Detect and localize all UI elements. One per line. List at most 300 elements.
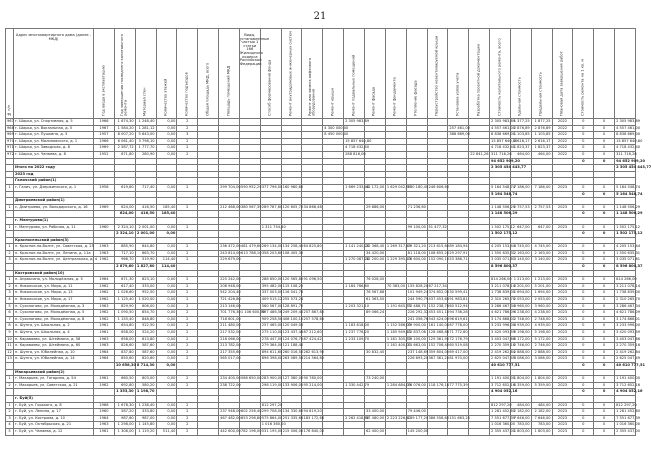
table-cell: 2 [6,250,14,257]
table-cell [177,191,198,198]
table-cell [219,125,240,132]
table-cell: 1 125,40 [114,297,135,304]
subtotal-row [6,231,636,238]
table-cell: 5 201,00 [510,283,531,290]
table-cell: 60 519,08 [448,343,469,350]
table-cell: 1 148 506,29 [490,211,511,218]
table-cell [198,132,219,139]
table-cell: с. Дмитриево, ул. Володарского, д. 16 [14,204,94,211]
table-cell: 0,00 [156,290,177,297]
table-cell [239,343,260,350]
table-cell: 2 [177,428,198,435]
table-cell: 61 363,50 [364,297,385,304]
table-cell [448,224,469,231]
table-cell [552,171,573,178]
table-cell [260,191,281,198]
table-cell: 0 [594,362,615,369]
table-cell: 968 [6,125,14,132]
table-cell: 212 468,00 [219,204,240,211]
table-cell: 358 203,60 [260,250,281,257]
table-cell [323,336,344,343]
table-cell: 5 164 548,74 [615,184,636,191]
table-cell: 8 [6,323,14,330]
section-row [6,369,636,376]
table-cell: 1962 [94,283,115,290]
table-cell [302,290,323,297]
table-cell: 2023 [552,428,573,435]
table-cell: 1 502 175,12 [615,231,636,238]
table-cell [14,362,94,369]
table-cell: 0 [594,303,615,310]
table-cell [469,191,490,198]
table-cell [406,171,427,178]
table-cell [510,178,531,185]
table-cell: 225 242,00 [219,277,240,284]
table-cell [344,231,365,238]
table-cell [344,158,365,165]
table-cell [469,224,490,231]
table-cell: 145 200,00 [406,428,427,435]
table-cell [364,178,385,185]
table-cell: 22 368,40 [364,244,385,251]
table-cell [406,132,427,139]
table-cell: 2 746,00 [531,343,552,350]
table-row [6,402,636,409]
table-cell [469,336,490,343]
table-cell: 671,80 [114,151,135,158]
table-cell: 3 960,00 [531,303,552,310]
table-cell [6,211,14,218]
table-cell: 129 361,95 [427,336,448,343]
table-cell [490,198,511,205]
table-cell [469,356,490,363]
table-cell [323,119,344,126]
table-cell [198,224,219,231]
table-cell: 275 110,00 [260,330,281,337]
table-cell: 416,50 [135,204,156,211]
table-cell [531,264,552,271]
column-header: № п/п [6,29,14,119]
table-cell [323,264,344,271]
table-cell: 2 876,89 [531,125,552,132]
table-cell [260,165,281,172]
table-cell: 1 237 776,20 [344,330,365,337]
table-row [6,415,636,422]
table-cell: 0 [594,151,615,158]
table-cell: 237 148,69 [406,349,427,356]
table-cell: 79 446,00 [406,409,427,416]
table-cell [219,171,240,178]
table-cell [219,224,240,231]
table-cell [198,428,219,435]
table-cell [302,158,323,165]
table-cell: 5 198,00 [531,330,552,337]
table-cell [239,336,260,343]
table-cell: 848,80 [135,316,156,323]
table-cell: 218 066,00 [219,336,240,343]
table-cell: 8 838 669,00 [490,132,511,139]
table-cell: 2023 [552,323,573,330]
table-cell: 1 298,00 [114,422,135,429]
table-cell: 1 106 600,70 [239,310,260,317]
table-cell [198,145,219,152]
table-cell [552,237,573,244]
table-cell [552,264,573,271]
table-cell [448,409,469,416]
table-cell [219,158,240,165]
table-cell: 241 056,76 [406,316,427,323]
table-cell [573,165,594,172]
table-cell: 0 [573,409,594,416]
table-cell [406,217,427,224]
table-cell: 257 578,60 [302,316,323,323]
section-row [6,237,636,244]
table-cell [198,409,219,416]
section-row [6,171,636,178]
subtotal-row [6,389,636,396]
table-cell: 263 089,56 [281,356,302,363]
table-cell: 647,00 [510,224,531,231]
table-cell: 2 310 265,70 [490,297,511,304]
table-cell: 1 185 949,40 [385,330,406,337]
table-cell [323,145,344,152]
table-row [6,119,636,126]
table-cell: 0 [594,231,615,238]
table-cell [323,204,344,211]
table-cell [364,211,385,218]
table-cell: 2 [177,415,198,422]
table-cell [198,250,219,257]
table-row [6,244,636,251]
table-cell: 1962 [94,257,115,264]
table-cell [448,389,469,396]
table-cell: 0 [594,204,615,211]
table-row [6,336,636,343]
table-cell [239,283,260,290]
table-cell [344,264,365,271]
table-cell: 311 716,26 [615,151,636,158]
table-cell: 2 [177,303,198,310]
table-cell: 29 297,91 [448,250,469,257]
table-cell [260,270,281,277]
table-cell: 0 [594,389,615,396]
table-cell: 2 [177,119,198,126]
table-cell: 1 694,00 [531,290,552,297]
table-cell: 7 [6,316,14,323]
table-cell [94,178,115,185]
table-row [6,257,636,264]
table-cell [135,237,156,244]
table-cell [198,323,219,330]
table-cell [302,264,323,271]
table-cell [469,395,490,402]
table-cell [198,283,219,290]
column-header [594,29,615,119]
table-cell [406,362,427,369]
table-cell [239,237,260,244]
table-cell: 217 355,60 [219,349,240,356]
table-cell [323,402,344,409]
table-cell: 2 [177,277,198,284]
table-cell: 11 [6,343,14,350]
table-cell [198,303,219,310]
table-cell [198,330,219,337]
table-cell [281,171,302,178]
table-cell: 1 353,30 [114,389,135,396]
table-cell [198,151,219,158]
table-cell [260,257,281,264]
table-cell: 1 694,00 [510,290,531,297]
table-cell [469,211,490,218]
table-cell [6,237,14,244]
table-cell: 442 600,00 [219,428,240,435]
table-cell: 660,50 [114,376,135,383]
table-cell [94,264,115,271]
column-header: Установка узлов учета [448,29,469,119]
table-cell: 5 [6,428,14,435]
section-row [6,198,636,205]
table-cell [219,264,240,271]
table-row [6,138,636,145]
table-cell [510,395,531,402]
table-cell [198,217,219,224]
table-cell: 717,40 [135,184,156,191]
table-cell: 2022 [552,119,573,126]
table-cell: 5 164 548,74 [615,191,636,198]
table-cell: 2 [177,184,198,191]
table-cell: 0 [573,422,594,429]
table-cell: 1 550 635,31 [490,250,511,257]
table-cell [364,132,385,139]
table-cell [198,264,219,271]
table-cell: 0,00 [156,184,177,191]
table-cell: 814 266,00 [490,277,511,284]
table-cell [531,362,552,369]
table-cell [531,395,552,402]
table-cell: 3 [6,257,14,264]
table-cell [302,395,323,402]
table-cell [469,323,490,330]
table-cell [469,231,490,238]
table-cell [114,178,135,185]
table-cell [615,270,636,277]
table-cell [385,402,406,409]
table-cell: 3 140,00 [510,257,531,264]
table-cell: 217 532,00 [219,330,240,337]
table-cell: 234 400,00 [219,376,240,383]
table-cell [552,231,573,238]
table-cell: 81 118,00 [406,250,427,257]
table-cell: 0 [573,290,594,297]
table-cell [6,362,14,369]
table-cell: п. Красное-на-Волге, ул. Советская, д. 25 [14,244,94,251]
table-cell: 120 049,00 [281,323,302,330]
table-cell: 3 140,00 [531,257,552,264]
table-cell: Костромской район(10) [14,270,94,277]
table-cell [469,290,490,297]
table-cell: 395 482,00 [260,283,281,290]
table-cell [323,297,344,304]
table-cell: 32 200,00 [364,257,385,264]
table-cell: 3 420 093,59 [615,330,636,337]
table-cell [323,231,344,238]
column-header: Ремонт фасада [364,29,385,119]
table-cell [490,270,511,277]
table-cell [385,165,406,172]
table-cell: 2 [6,409,14,416]
table-cell [239,356,260,363]
table-cell: 575 864,00 [260,415,281,422]
table-row [6,277,636,284]
table-cell [385,428,406,435]
table-cell: 606,00 [135,303,156,310]
table-cell [448,158,469,165]
table-cell: 1 281 452,60 [490,409,511,416]
table-cell [239,389,260,396]
table-cell [448,119,469,126]
table-cell: 0,00 [156,244,177,251]
table-cell [198,244,219,251]
column-header: Ремонт или замена лифтового оборудования [302,29,323,119]
table-cell: 5 359,00 [531,382,552,389]
table-cell [448,145,469,152]
table-cell: 5 643,00 [135,132,156,139]
table-cell: 34 420,00 [364,250,385,257]
table-cell [427,198,448,205]
subtotal-row [6,362,636,369]
table-cell [156,270,177,277]
table-cell [135,165,156,172]
table-cell: 2023 [552,310,573,317]
table-cell [323,224,344,231]
table-cell: 3 233 996,00 [490,323,511,330]
table-cell [198,402,219,409]
table-cell: 0 [573,389,594,396]
table-cell: 0 [594,250,615,257]
table-cell [177,237,198,244]
table-cell [323,184,344,191]
table-cell [406,270,427,277]
table-cell [239,382,260,389]
table-cell [260,145,281,152]
table-cell: 511,40 [156,428,177,435]
table-cell: 15 857 640,80 [490,138,511,145]
table-cell: 34 866,46 [302,204,323,211]
table-cell: 76 567,88 [364,290,385,297]
table-cell [239,119,260,126]
table-cell: 3 035 071,81 [615,257,636,264]
table-cell [198,310,219,317]
table-cell: 1 229 395,10 [385,257,406,264]
table-cell [302,119,323,126]
table-cell [448,376,469,383]
table-cell [531,389,552,396]
table-cell: 972 [6,151,14,158]
table-cell: 10 658,30 [114,362,135,369]
table-cell [198,349,219,356]
table-cell: 152 238,76 [427,303,448,310]
table-cell: 183 172,68 [302,415,323,422]
table-cell [281,145,302,152]
table-cell: 522,50 [135,323,156,330]
table-cell [344,270,365,277]
table-row [6,422,636,429]
table-cell [364,362,385,369]
table-cell [302,362,323,369]
table-cell [531,369,552,376]
table-cell [156,171,177,178]
table-cell [469,382,490,389]
table-cell: 783,00 [531,422,552,429]
table-cell [323,376,344,383]
table-cell: 0,00 [156,250,177,257]
table-cell [469,409,490,416]
table-cell [177,264,198,271]
table-cell: 2 [177,204,198,211]
table-cell: 2 888,00 [531,349,552,356]
table-cell [385,178,406,185]
table-row [6,250,636,257]
table-cell [531,211,552,218]
table-cell: 130 180,40 [406,184,427,191]
table-cell: 1 020,00 [135,297,156,304]
table-cell [302,191,323,198]
table-cell [323,422,344,429]
table-cell: 2 305 983,89 [344,119,365,126]
table-cell [260,369,281,376]
table-cell [6,389,14,396]
table-cell: 76 076,00 [406,382,427,389]
table-cell [219,237,240,244]
table-cell [135,217,156,224]
table-cell [448,264,469,271]
table-cell: 8 007,20 [114,132,135,139]
table-cell [323,138,344,145]
table-cell: 0,00 [156,224,177,231]
table-cell [281,257,302,264]
table-cell [198,119,219,126]
table-cell: 2 355 437,00 [615,428,636,435]
table-cell [135,198,156,205]
table-cell [323,250,344,257]
table-cell: 0 [573,231,594,238]
table-cell [364,171,385,178]
table-cell: 1 827,80 [135,264,156,271]
table-cell [448,395,469,402]
table-cell: 519,90 [135,257,156,264]
table-cell: 299 704,00 [219,184,240,191]
table-cell [323,191,344,198]
table-cell: 2023 [552,349,573,356]
table-cell: 5 172,00 [531,336,552,343]
table-cell [427,138,448,145]
table-cell: 123 437,46 [281,330,302,337]
table-cell: 0 [573,264,594,271]
table-cell [177,270,198,277]
table-cell [469,316,490,323]
table-cell: 71 772,60 [448,330,469,337]
table-cell: 0 [594,376,615,383]
table-cell: 3 286 467,34 [490,303,511,310]
table-cell [198,316,219,323]
table-cell [281,362,302,369]
table-cell [344,362,365,369]
table-cell: 1964 [94,415,115,422]
table-cell [239,198,260,205]
table-cell: 2 [177,422,198,429]
table-cell: 7 551 677,39 [490,415,511,422]
table-cell: 134 330,60 [281,409,302,416]
